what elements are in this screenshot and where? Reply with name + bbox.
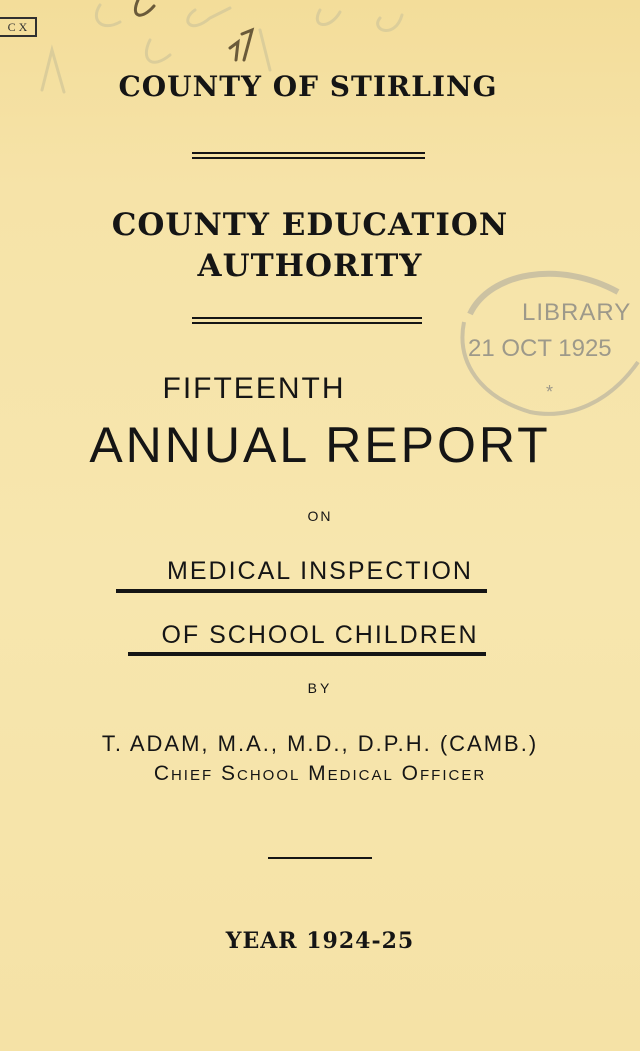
stamp-library-text: LIBRARY [522, 299, 632, 326]
subject-line-2: OF SCHOOL CHILDREN [161, 621, 479, 649]
library-date-stamp [450, 252, 640, 422]
by-word: BY [307, 680, 333, 696]
report-year: YEAR 1924-25 [225, 928, 415, 954]
authority-title: COUNTY EDUCATION AUTHORITY [111, 207, 509, 284]
report-title: ANNUAL REPORT [89, 417, 551, 473]
subject-underline-1 [116, 589, 487, 593]
subject-line-1: MEDICAL INSPECTION [167, 557, 473, 585]
on-word: ON [307, 508, 333, 524]
author-name: T. ADAM, M.A., M.D., D.P.H. (CAMB.) [101, 731, 539, 756]
subject-underline-2 [128, 652, 486, 656]
double-rule-middle [192, 322, 422, 324]
shelf-label: C X [0, 17, 37, 37]
stamp-date-text: 21 OCT 1925 [468, 335, 612, 362]
county-title: COUNTY OF STIRLING [118, 70, 498, 103]
short-rule-bottom [268, 857, 372, 859]
double-rule-top [192, 157, 425, 159]
author-title: Chief School Medical Officer [153, 762, 487, 785]
double-rule-top [192, 152, 425, 154]
report-ordinal: FIFTEENTH [162, 372, 346, 405]
double-rule-middle [192, 317, 422, 319]
stamp-star-icon: * [546, 382, 554, 402]
